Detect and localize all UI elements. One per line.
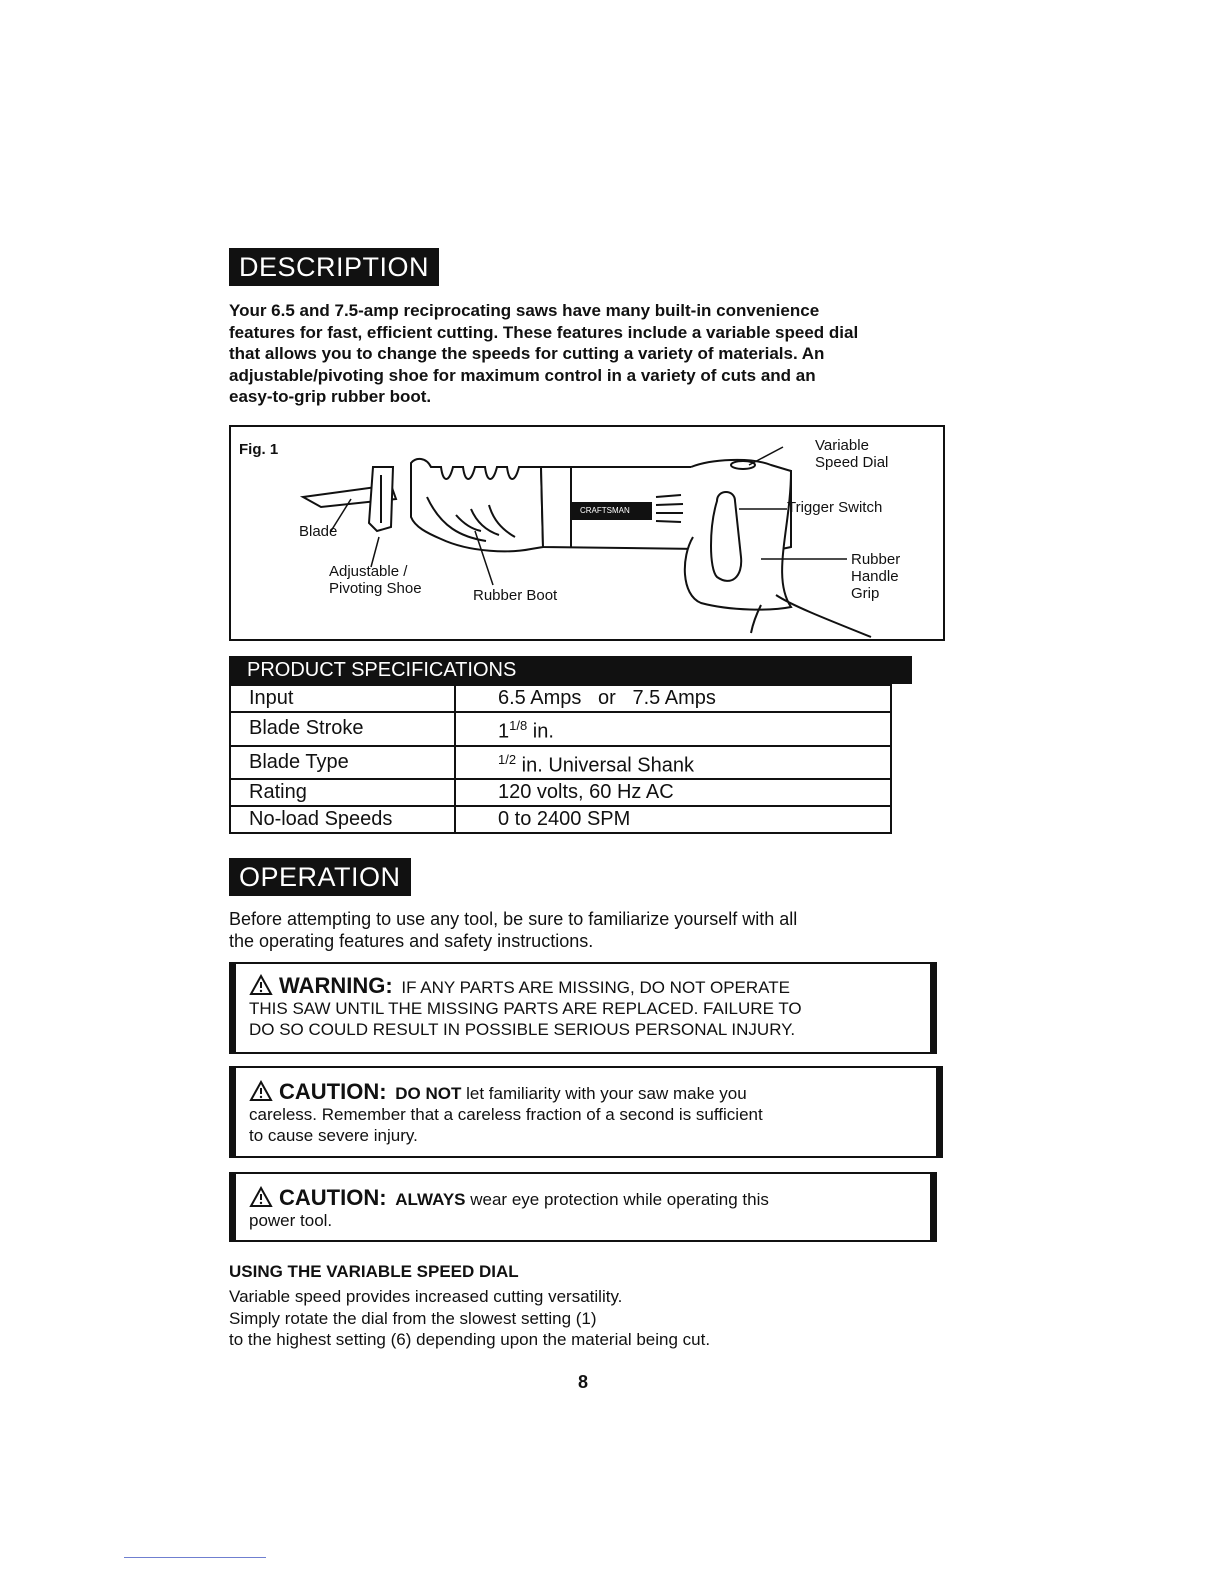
- caution-line: careless. Remember that a careless fraction of a second is sufficient: [249, 1105, 763, 1124]
- spec-name: Blade Type: [230, 746, 455, 780]
- description-line: that allows you to change the speeds for cutting a variety of materials. An: [229, 344, 825, 363]
- spec-value: $^{1/2}$ in. Universal Shank: [455, 746, 891, 780]
- description-line: Your 6.5 and 7.5-amp reciprocating saws have many built-in convenience: [229, 301, 820, 320]
- operation-header: OPERATION: [229, 858, 411, 896]
- description-line: features for fast, efficient cutting. These features include a variable speed dial: [229, 322, 859, 342]
- table-row: [230, 685, 891, 712]
- spec-value: $1^{1/8}$ in.: [455, 712, 891, 746]
- footer-rule: [124, 1557, 266, 1558]
- warning-box: [229, 962, 937, 1054]
- table-row: [230, 746, 891, 780]
- callout-rubber-handle-grip: Rubber Handle Grip: [851, 551, 901, 602]
- callout-adjustable-pivoting-shoe: Adjustable / Pivoting Shoe: [329, 563, 422, 597]
- warning-line: DO SO COULD RESULT IN POSSIBLE SERIOUS PERSONAL INJURY.: [249, 1020, 796, 1039]
- caution-line: to cause severe injury.: [249, 1126, 418, 1145]
- operation-line: the operating features and safety instructions.: [229, 930, 594, 951]
- speed-dial-text: [229, 1286, 949, 1351]
- speed-dial-line: Variable speed provides increased cutting versatility.: [229, 1287, 623, 1306]
- caution-lead: ALWAYS: [395, 1190, 466, 1209]
- warning-line: THIS SAW UNTIL THE MISSING PARTS ARE REPLACED. FAILURE TO: [249, 999, 802, 1018]
- figure-label: Fig. 1: [239, 441, 279, 458]
- caution-line: power tool.: [249, 1211, 333, 1230]
- spec-value: 0 to 2400 SPM: [455, 806, 891, 833]
- caution-lead: DO NOT: [395, 1084, 462, 1103]
- spec-value: 120 volts, 60 Hz AC: [455, 779, 891, 806]
- warning-triangle-icon: [249, 1186, 273, 1208]
- warning-triangle-icon: [249, 974, 273, 996]
- caution-title: CAUTION:: [279, 1079, 387, 1104]
- specifications-header: PRODUCT SPECIFICATIONS: [229, 656, 912, 684]
- description-line: adjustable/pivoting shoe for maximum control in a variety of cuts and an: [229, 365, 816, 385]
- callout-trigger-switch: Trigger Switch: [787, 499, 883, 516]
- table-row: [230, 779, 891, 806]
- caution-box: [229, 1172, 937, 1242]
- figure-1-box: [229, 425, 945, 641]
- speed-dial-heading: USING THE VARIABLE SPEED DIAL: [229, 1262, 519, 1281]
- spec-name: Input: [230, 685, 455, 712]
- spec-name: No-load Speeds: [230, 806, 455, 833]
- callout-blade: Blade: [299, 523, 338, 540]
- brand-label: CRAFTSMAN: [580, 506, 630, 515]
- caution-line: wear eye protection while operating this: [470, 1190, 769, 1209]
- caution-box: [229, 1066, 943, 1158]
- warning-triangle-icon: [249, 1080, 273, 1102]
- callout-rubber-boot: Rubber Boot: [473, 587, 558, 604]
- caution-line: let familiarity with your saw make you: [466, 1084, 747, 1103]
- specifications-table: [229, 684, 892, 834]
- spec-value: 6.5 Amps or 7.5 Amps: [455, 685, 891, 712]
- spec-name: Blade Stroke: [230, 712, 455, 746]
- description-line: easy-to-grip rubber boot.: [229, 387, 432, 406]
- spec-name: Rating: [230, 779, 455, 806]
- warning-title: WARNING:: [279, 973, 393, 998]
- caution-title: CAUTION:: [279, 1185, 387, 1210]
- description-text: [229, 300, 949, 408]
- warning-line: IF ANY PARTS ARE MISSING, DO NOT OPERATE: [401, 978, 790, 997]
- table-row: [230, 806, 891, 833]
- callout-variable-speed-dial: Variable Speed Dial: [815, 437, 889, 471]
- specifications-table-wrapper: [229, 656, 912, 834]
- speed-dial-line: to the highest setting (6) depending upon the material being cut.: [229, 1330, 711, 1349]
- speed-dial-line: Simply rotate the dial from the slowest setting (1): [229, 1308, 597, 1328]
- operation-line: Before attempting to use any tool, be sure to familiarize yourself with all: [229, 909, 798, 929]
- table-row: [230, 712, 891, 746]
- description-header: DESCRIPTION: [229, 248, 439, 286]
- page-number: 8: [578, 1372, 589, 1392]
- operation-text: [229, 909, 949, 952]
